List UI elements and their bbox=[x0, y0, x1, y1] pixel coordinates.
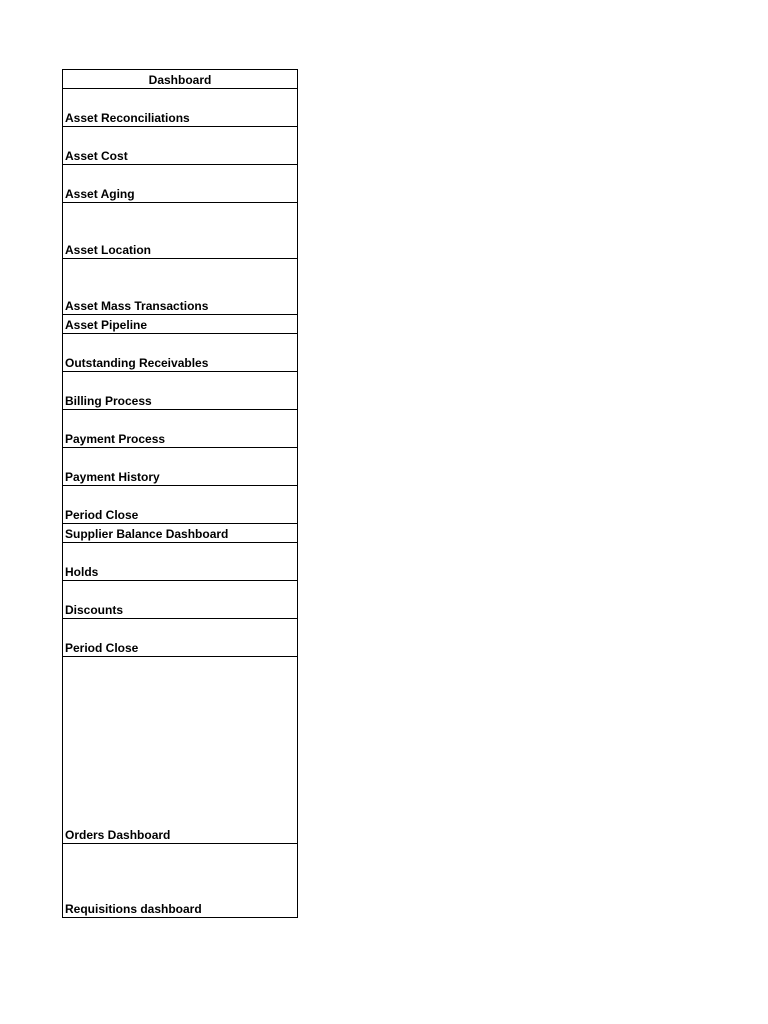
table-cell[interactable]: Holds bbox=[63, 543, 298, 581]
table-row bbox=[63, 448, 298, 486]
table-row bbox=[63, 410, 298, 448]
table-row bbox=[63, 259, 298, 315]
table-cell[interactable]: Payment Process bbox=[63, 410, 298, 448]
table-row bbox=[63, 581, 298, 619]
table-row bbox=[63, 486, 298, 524]
table-cell[interactable]: Requisitions dashboard bbox=[63, 844, 298, 918]
table-cell[interactable]: Asset Cost bbox=[63, 127, 298, 165]
table-row bbox=[63, 619, 298, 657]
table-cell[interactable]: Asset Reconciliations bbox=[63, 89, 298, 127]
table-cell[interactable]: Discounts bbox=[63, 581, 298, 619]
table-cell[interactable]: Period Close bbox=[63, 486, 298, 524]
table-row bbox=[63, 334, 298, 372]
table-cell[interactable]: Orders Dashboard bbox=[63, 657, 298, 844]
table-cell[interactable]: Billing Process bbox=[63, 372, 298, 410]
table-row bbox=[63, 543, 298, 581]
table-row bbox=[63, 844, 298, 918]
table-row bbox=[63, 203, 298, 259]
table-cell[interactable]: Asset Location bbox=[63, 203, 298, 259]
dashboard-table bbox=[62, 69, 298, 918]
table-row bbox=[63, 372, 298, 410]
table-row bbox=[63, 315, 298, 334]
table-row bbox=[63, 524, 298, 543]
table-cell[interactable]: Asset Aging bbox=[63, 165, 298, 203]
table-row bbox=[63, 89, 298, 127]
table-cell[interactable]: Outstanding Receivables bbox=[63, 334, 298, 372]
table-cell[interactable]: Supplier Balance Dashboard bbox=[63, 524, 298, 543]
table-cell[interactable]: Asset Mass Transactions bbox=[63, 259, 298, 315]
column-header-dashboard[interactable]: Dashboard bbox=[63, 70, 298, 89]
table-row bbox=[63, 165, 298, 203]
table-cell[interactable]: Payment History bbox=[63, 448, 298, 486]
table-cell[interactable]: Asset Pipeline bbox=[63, 315, 298, 334]
table-row bbox=[63, 127, 298, 165]
table-cell[interactable]: Period Close bbox=[63, 619, 298, 657]
table-row bbox=[63, 657, 298, 844]
table-header-row bbox=[63, 70, 298, 89]
